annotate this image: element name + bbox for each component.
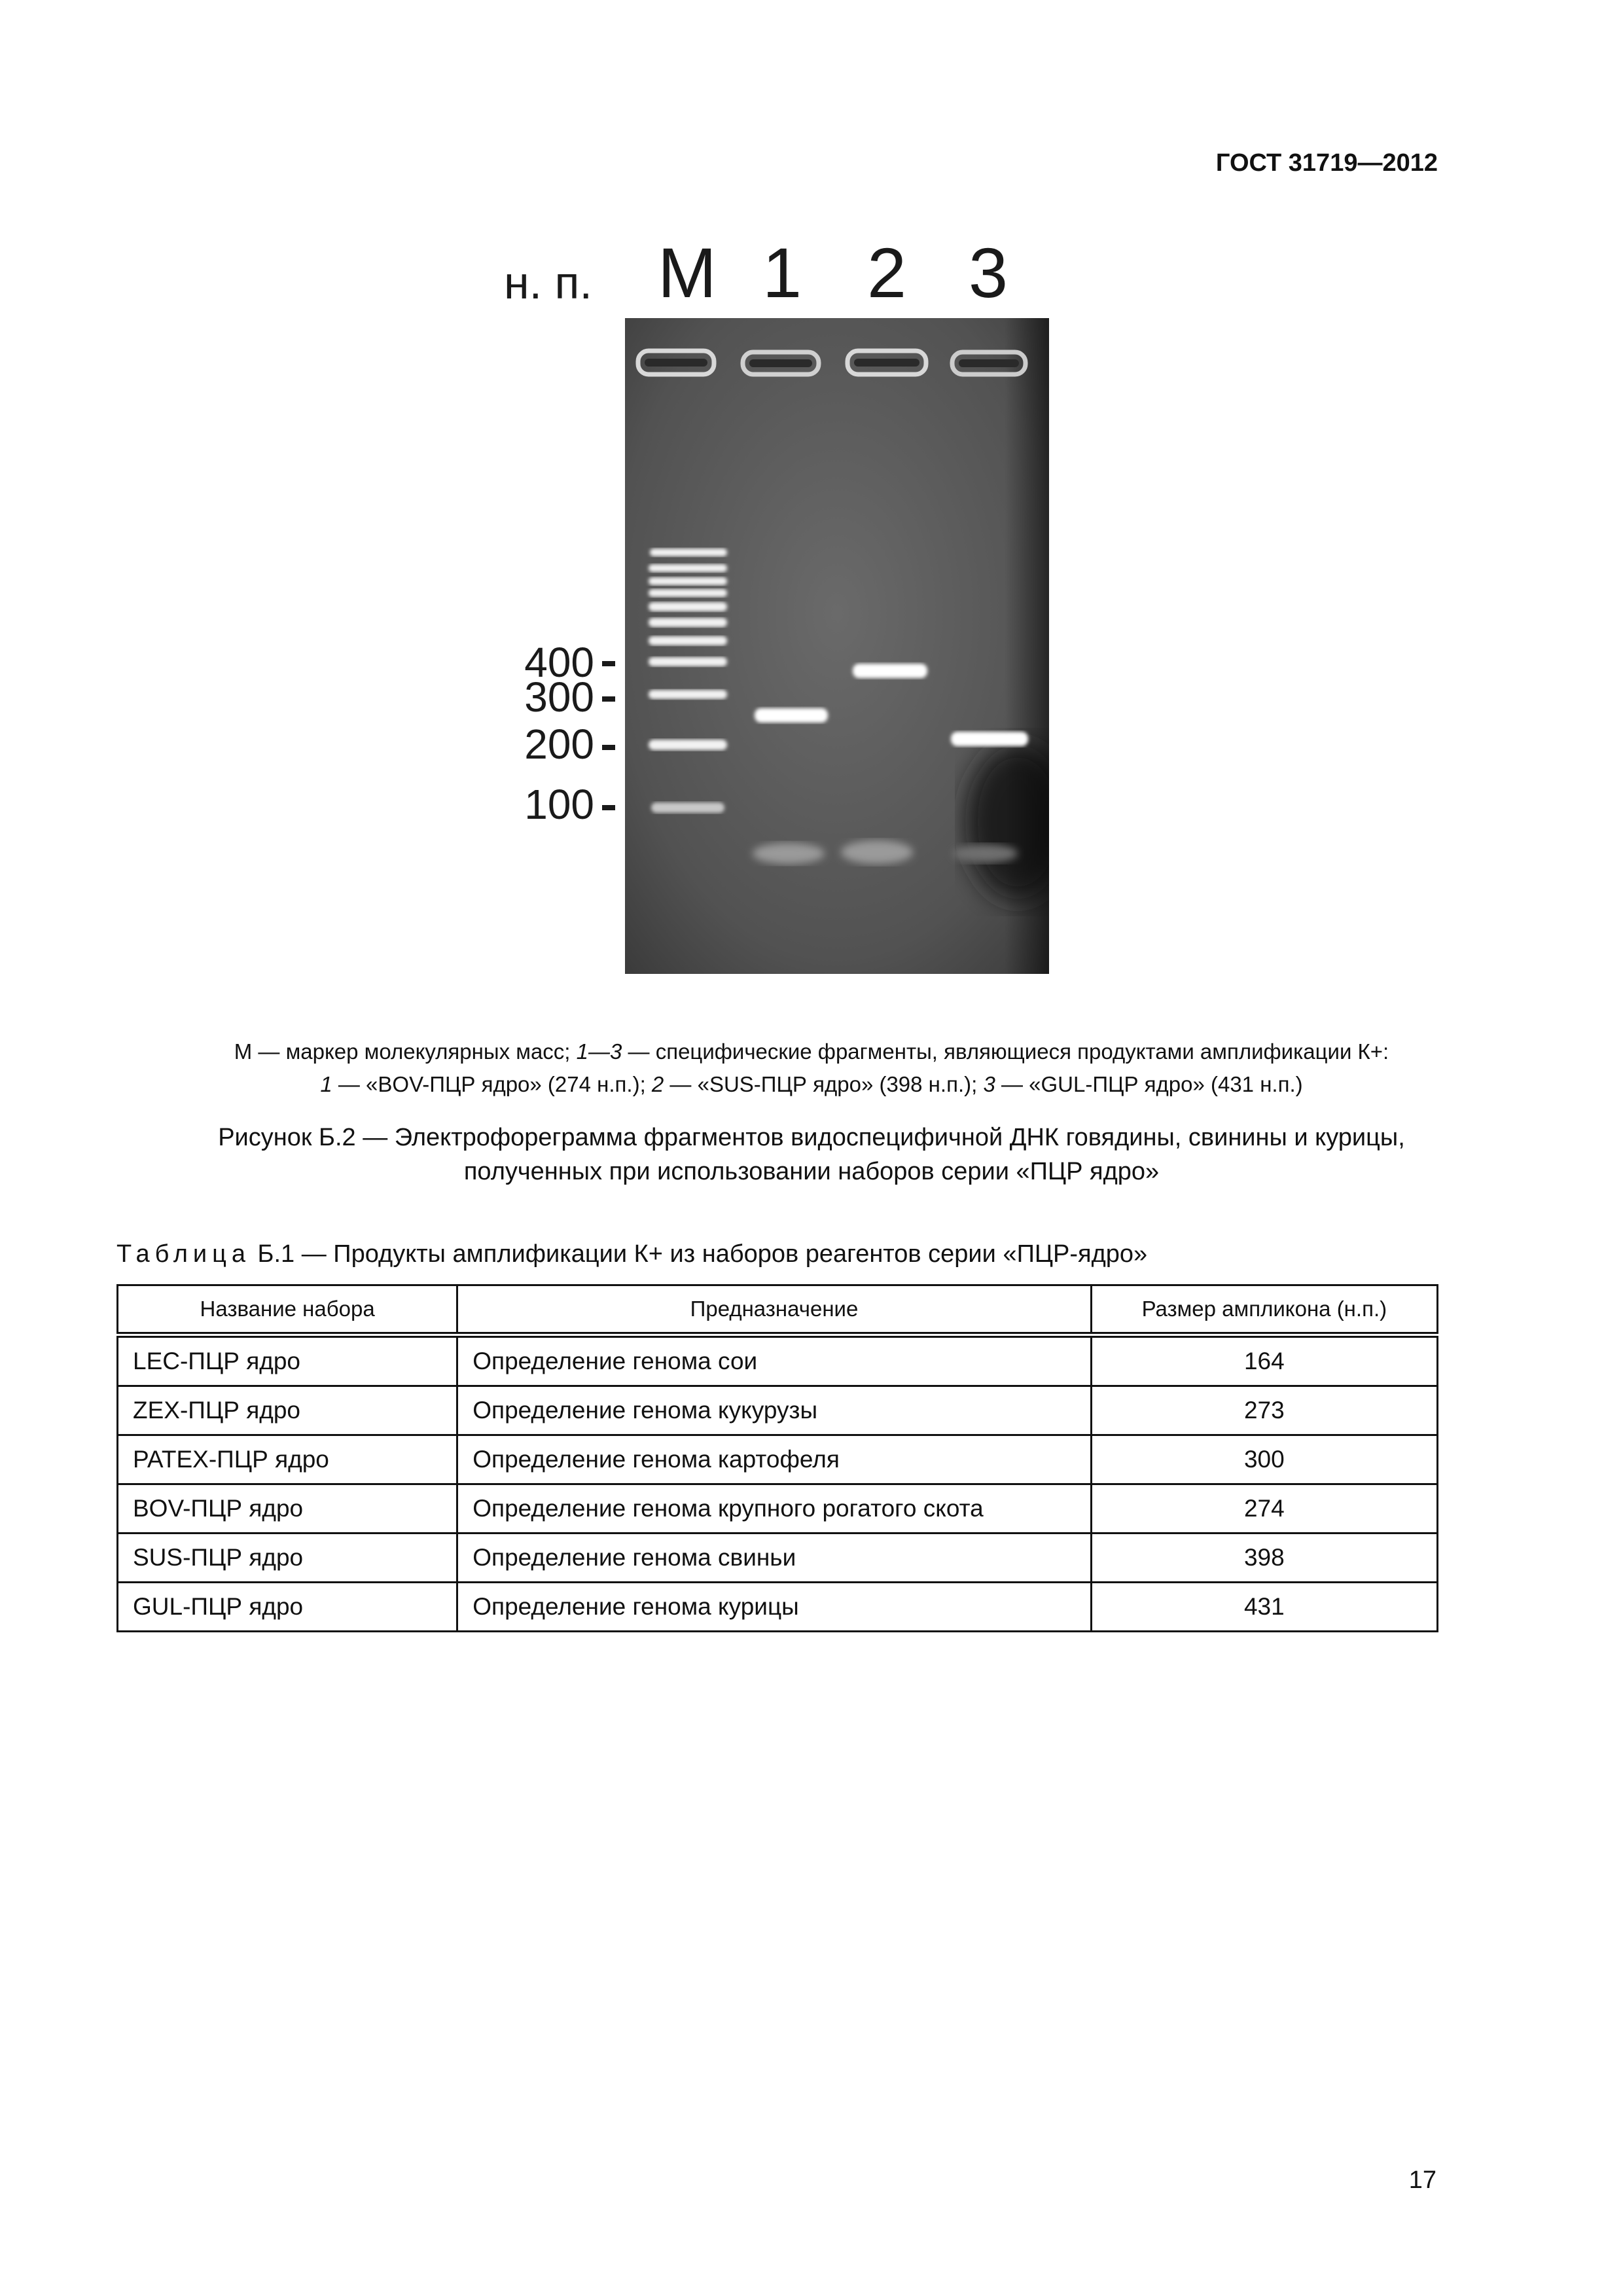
size-marker-label: 300: [524, 673, 594, 721]
size-marker-tick: [602, 745, 615, 750]
table-row: [118, 1335, 1438, 1386]
sample-band-3: [951, 732, 1028, 746]
table-title: [116, 1240, 1147, 1268]
lane-labels: [625, 233, 1070, 312]
table-row: [118, 1583, 1438, 1632]
purpose-cell: Определение генома кукурузы: [457, 1386, 1091, 1435]
column-header-purpose: Предназначение: [457, 1285, 1091, 1335]
amplicon-size-cell: 431: [1091, 1583, 1437, 1632]
legend-text: М — маркер молекулярных масс;: [234, 1039, 577, 1064]
kit-name-cell: LEC-ПЦР ядро: [118, 1335, 457, 1386]
legend-line-2: [118, 1068, 1505, 1101]
sample-band-2: [853, 664, 927, 678]
purpose-cell: Определение генома крупного рогатого скота: [457, 1484, 1091, 1534]
column-header-amplicon-size: Размер ампликона (н.п.): [1091, 1285, 1437, 1335]
document-code: ГОСТ 31719—2012: [1215, 149, 1438, 177]
size-marker-tick: [602, 696, 615, 702]
size-marker-tick: [602, 805, 615, 810]
purpose-cell: Определение генома картофеля: [457, 1435, 1091, 1484]
page-number: 17: [1408, 2166, 1436, 2194]
table-title-text: Б.1 — Продукты амплификации К+ из наборов реагентов серии «ПЦР-ядро»: [251, 1240, 1148, 1268]
figure-caption-line-2: полученных при использовании наборов серии «ПЦР ядро»: [463, 1158, 1160, 1185]
column-header-kit-name: Название набора: [118, 1285, 457, 1335]
legend-line-1: [118, 1035, 1505, 1068]
table-row: [118, 1386, 1438, 1435]
amplicon-table: [116, 1284, 1438, 1632]
table-title-prefix: Таблица: [116, 1240, 251, 1268]
size-marker-tick: [602, 661, 615, 666]
legend-item-number: 2: [651, 1072, 664, 1096]
figure-caption-line-1: Рисунок Б.2 — Электрофореграмма фрагментов видоспецифичной ДНК говядины, свинины и курицы,: [218, 1124, 1405, 1151]
gel-image: [625, 318, 1049, 974]
legend-item-text: — «GUL-ПЦР ядро» (431 н.п.): [995, 1072, 1303, 1096]
lane-label-1: 1: [762, 233, 802, 312]
purpose-cell: Определение генома курицы: [457, 1583, 1091, 1632]
legend-item-number: 3: [983, 1072, 995, 1096]
sample-band-1: [755, 708, 828, 723]
kit-name-cell: BOV-ПЦР ядро: [118, 1484, 457, 1534]
purpose-cell: Определение генома свиньи: [457, 1534, 1091, 1583]
amplicon-size-cell: 398: [1091, 1534, 1437, 1583]
legend-item-number: 1: [320, 1072, 332, 1096]
table-row: [118, 1484, 1438, 1534]
kit-name-cell: PATEX-ПЦР ядро: [118, 1435, 457, 1484]
size-marker-label: 100: [524, 781, 594, 828]
table-row: [118, 1534, 1438, 1583]
figure-legend: [118, 1035, 1505, 1101]
size-marker-label: 400: [524, 639, 594, 686]
kit-name-cell: SUS-ПЦР ядро: [118, 1534, 457, 1583]
legend-item-text: — «BOV-ПЦР ядро» (274 н.п.);: [332, 1072, 652, 1096]
amplicon-size-cell: 274: [1091, 1484, 1437, 1534]
lane-label-marker: M: [658, 233, 717, 312]
amplicon-size-cell: 300: [1091, 1435, 1437, 1484]
table-row: [118, 1435, 1438, 1484]
legend-item-text: — «SUS-ПЦР ядро» (398 н.п.);: [664, 1072, 984, 1096]
lane-label-3: 3: [969, 233, 1008, 312]
table-header-row: [118, 1285, 1438, 1335]
size-marker-label: 200: [524, 721, 594, 768]
kit-name-cell: ZEX-ПЦР ядро: [118, 1386, 457, 1435]
amplicon-size-cell: 164: [1091, 1335, 1437, 1386]
kit-name-cell: GUL-ПЦР ядро: [118, 1583, 457, 1632]
legend-range: 1—3: [576, 1039, 622, 1064]
legend-text: — специфические фрагменты, являющиеся продуктами амплификации К+:: [622, 1039, 1389, 1064]
lane-label-2: 2: [867, 233, 907, 312]
amplicon-size-cell: 273: [1091, 1386, 1437, 1435]
purpose-cell: Определение генома сои: [457, 1335, 1091, 1386]
unit-label: н. п.: [504, 257, 592, 308]
figure-caption: [118, 1121, 1505, 1189]
